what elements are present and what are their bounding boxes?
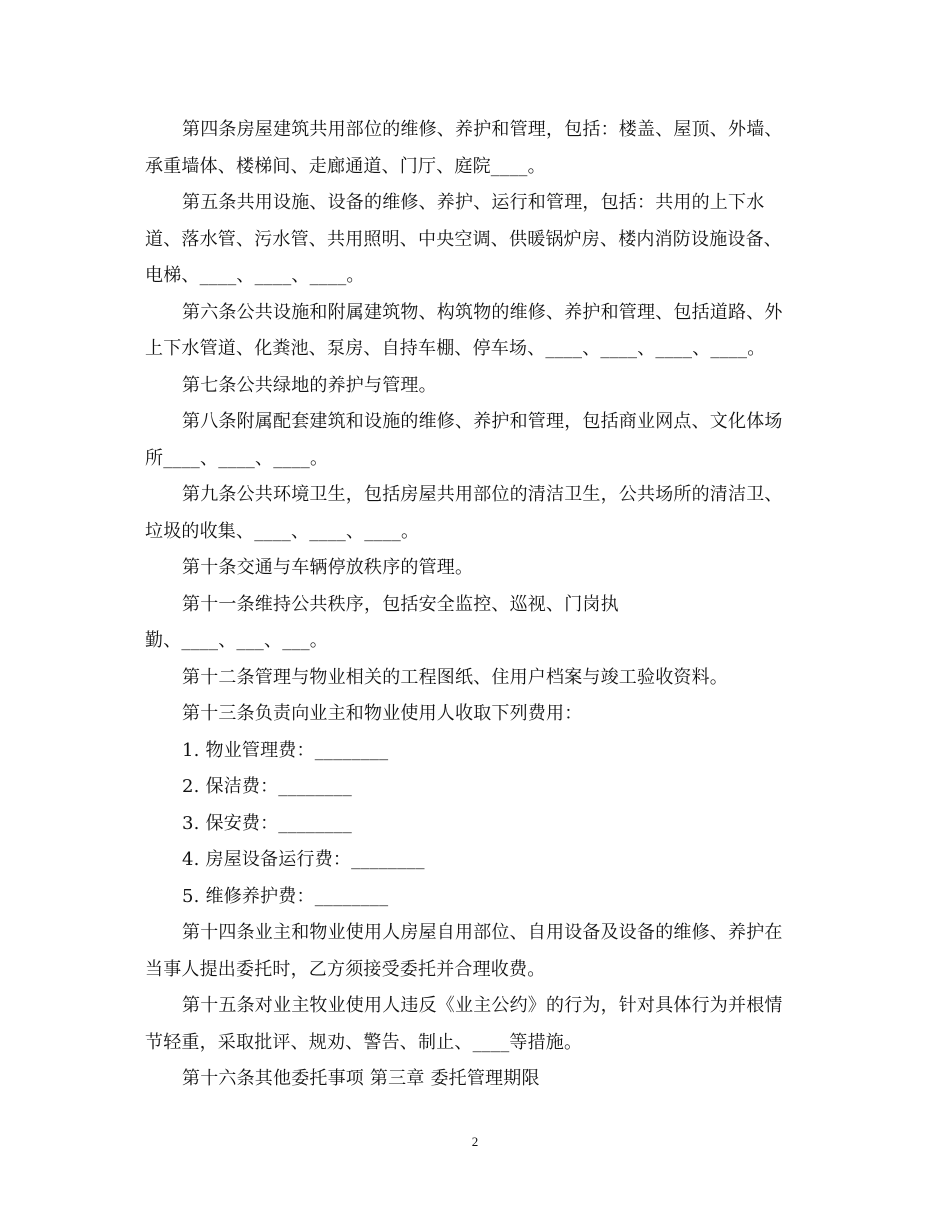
text-line: 第八条附属配套建筑和设施的维修、养护和管理，包括商业网点、文化体场 xyxy=(182,411,783,432)
text-line: 3. 保安费：________ xyxy=(182,812,352,834)
text-line: 第十六条其他委托事项 第三章 委托管理期限 xyxy=(182,1068,540,1089)
text-line: 勤、____、___、___。 xyxy=(145,630,328,651)
text-line: 第五条共用设施、设备的维修、养护、运行和管理，包括：共用的上下水 xyxy=(182,192,765,213)
text-line: 当事人提出委托时，乙方须接受委托并合理收费。 xyxy=(145,958,546,980)
text-line: 第十四条业主和物业使用人房屋自用部位、自用设备及设备的维修、养护在 xyxy=(182,922,783,943)
text-line: 1. 物业管理费：________ xyxy=(182,739,389,761)
text-line: 第十一条维持公共秩序，包括安全监控、巡视、门岗执 xyxy=(182,593,619,615)
text-line: 第七条公共绿地的养护与管理。 xyxy=(182,374,437,396)
text-line: 第九条公共环境卫生，包括房屋共用部位的清洁卫生，公共场所的清洁卫、 xyxy=(182,484,783,505)
text-line: 节轻重，采取批评、规劝、警告、制止、____等措施。 xyxy=(145,1031,583,1053)
text-line: 第十二条管理与物业相关的工程图纸、住用户档案与竣工验收资料。 xyxy=(182,666,728,688)
text-line: 垃圾的收集、____、____、____。 xyxy=(145,520,420,542)
page-number: 2 xyxy=(471,1134,479,1149)
text-line: 第四条房屋建筑共用部位的维修、养护和管理，包括：楼盖、屋顶、外墙、 xyxy=(182,119,783,140)
text-line: 2. 保洁费：________ xyxy=(182,776,352,797)
text-line: 所____、____、____。 xyxy=(145,447,329,469)
text-line: 第十三条负责向业主和物业使用人收取下列费用： xyxy=(182,703,583,724)
document-body xyxy=(145,112,805,1098)
text-line: 道、落水管、污水管、共用照明、中央空调、供暖锅炉房、楼内消防设施设备、 xyxy=(145,228,782,250)
text-line: 承重墙体、楼梯间、走廊通道、门厅、庭院____。 xyxy=(145,155,546,177)
text-line: 5. 维修养护费：________ xyxy=(182,885,389,907)
text-line: 电梯、____、____、____。 xyxy=(145,265,365,286)
text-line: 第六条公共设施和附属建筑物、构筑物的维修、养护和管理、包括道路、外 xyxy=(182,301,783,323)
text-line: 上下水管道、化粪池、泵房、自持车棚、停车场、____、____、____、____。 xyxy=(145,338,766,359)
text-line: 第十五条对业主牧业使用人违反《业主公约》的行为，针对具体行为并根情 xyxy=(182,995,783,1016)
text-line: 4. 房屋设备运行费：________ xyxy=(182,849,425,870)
text-line: 第十条交通与车辆停放秩序的管理。 xyxy=(182,557,474,578)
